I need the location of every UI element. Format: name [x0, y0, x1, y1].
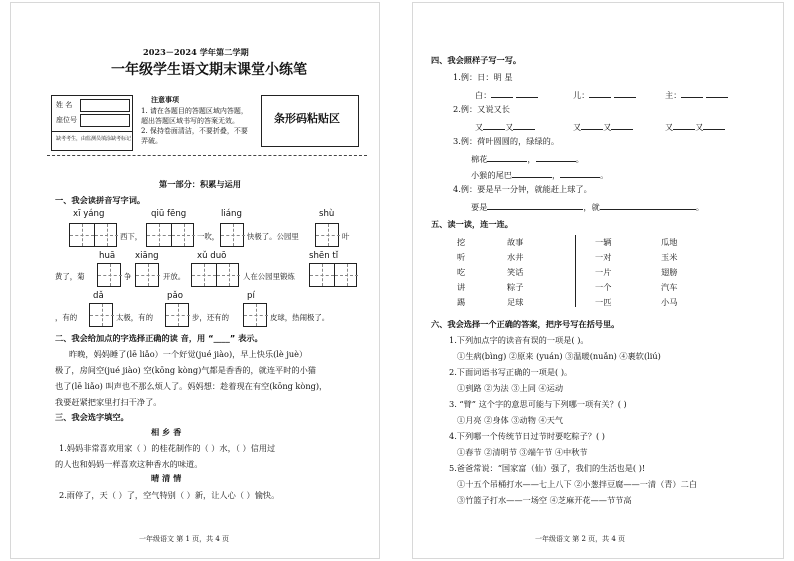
- q1-text-2b: 争: [124, 272, 132, 281]
- exam-title: 一年级学生语文期末课堂小练笔: [111, 62, 307, 78]
- q6-item-1: 1.下列加点字的读音有误的一项是( )。: [449, 335, 589, 345]
- notes-line-3: 2. 保持卷面清洁，不要折叠，不要: [141, 127, 248, 135]
- q5-col1-item[interactable]: 讲: [457, 282, 466, 292]
- q4-ex3-weiba: 小猴的尾巴 ， 。: [471, 170, 609, 180]
- q2-title: 二、我会给加点的字选择正确的读 音，用 “____” 表示。: [55, 333, 263, 343]
- q6-item-4: 4.下列哪一个传统节日过节时要吃粽子？( ): [449, 431, 605, 441]
- q5-col4-item[interactable]: 小马: [661, 297, 678, 307]
- q5-col3-item[interactable]: 一辆: [595, 237, 612, 247]
- writing-box-pi[interactable]: [243, 303, 267, 327]
- pinyin-pao: pǎo: [167, 291, 183, 301]
- q5-col2-item[interactable]: 粽子: [507, 282, 524, 292]
- q6-item-2-options[interactable]: ①到路 ②为法 ③上同 ④运动: [457, 383, 564, 393]
- pinyin-da: dǎ: [93, 291, 104, 301]
- writing-box-hua[interactable]: [97, 263, 121, 287]
- notes-title: 注意事项: [151, 95, 179, 104]
- page1-footer: 一年级语文 第 1 页，共 4 页: [139, 535, 230, 543]
- q6-item-5-options-b[interactable]: ③竹篮子打水——一场空 ④芝麻开花——节节高: [457, 495, 632, 505]
- q2-line-3: 也了(lē liǎo) 叫声也不那么烦人了。妈妈想：趁着现在有空(kōng kòng)，: [55, 381, 328, 391]
- header-separator: [47, 155, 367, 156]
- q1-text-3a: ，有的: [55, 313, 78, 322]
- q1-text-2d: 人在公园里锻炼: [243, 272, 295, 281]
- q4-ex1-zhu: 主：: [665, 88, 728, 101]
- q1-text-1d: 叶: [342, 232, 350, 241]
- q3-choices-2: 晴 清 情: [151, 473, 182, 483]
- q1-text-1c: 快极了。公园里: [247, 232, 299, 241]
- q5-col4-item[interactable]: 瓜地: [661, 237, 678, 247]
- notes-line-1: 1. 请在各题目的答题区域内答题，: [141, 107, 248, 115]
- q4-example-1: 1.例：日：明 星: [453, 72, 513, 82]
- seat-label: 座位号: [56, 116, 77, 124]
- q5-col2-item[interactable]: 笑话: [507, 267, 524, 277]
- seat-field[interactable]: [80, 114, 130, 127]
- writing-box-liang[interactable]: [220, 223, 244, 247]
- writing-box-shu[interactable]: [315, 223, 339, 247]
- writing-box-xuduo[interactable]: [191, 263, 239, 287]
- q4-ex2-b: 又 又: [573, 120, 633, 133]
- q5-title: 五、读一读，连一连。: [431, 219, 513, 229]
- q3-sentence-1b: 的人也和妈妈一样喜欢这种香水的味道。: [55, 459, 203, 469]
- q5-col2-item[interactable]: 足球: [507, 297, 524, 307]
- writing-box-pao[interactable]: [165, 303, 189, 327]
- q3-sentence-1a: 1.妈妈非常喜欢用家（ ）的桂花制作的（ ）水，（ ）信用过: [59, 443, 276, 453]
- q5-col2-item[interactable]: 故事: [507, 237, 524, 247]
- q4-ex2-c: 又 又: [665, 120, 725, 133]
- writing-box-xiyang[interactable]: [69, 223, 117, 247]
- q2-line-2: 极了，房间空(jué jiào) 空(kōng kòng)气都是香香的，就连平时的小猫: [55, 365, 316, 375]
- q4-ex1-er: 儿：: [573, 88, 636, 101]
- q3-choices-1: 相 乡 香: [151, 427, 182, 437]
- pinyin-xiang: xiāng: [135, 251, 159, 261]
- q4-ex1-bai: 白：: [475, 88, 538, 101]
- barcode-label: 条形码粘贴区: [274, 112, 340, 125]
- page2-footer: 一年级语文 第 2 页，共 4 页: [535, 535, 626, 543]
- part1-heading: 第一部分：积累与运用: [159, 179, 241, 189]
- q5-col4-item[interactable]: 玉米: [661, 252, 678, 262]
- q4-title: 四、我会照样子写一写。: [431, 55, 522, 65]
- q1-text-2c: 开放。: [163, 272, 186, 281]
- q5-col1-item[interactable]: 踢: [457, 297, 466, 307]
- q6-item-4-options[interactable]: ①春节 ②清明节 ③端午节 ④中秋节: [457, 447, 588, 457]
- q6-item-1-options[interactable]: ①生病(bìng) ②原来 (yuán) ③温暖(nuǎn) ④裹软(liú): [457, 351, 661, 361]
- q5-divider: [575, 235, 576, 307]
- pinyin-pi: pí: [247, 291, 255, 301]
- q1-text-3c: 步，还有的: [192, 313, 229, 322]
- q1-text-2a: 黄了，菊: [55, 272, 85, 281]
- q5-col3-item[interactable]: 一匹: [595, 297, 612, 307]
- q5-col1-item[interactable]: 挖: [457, 237, 466, 247]
- pinyin-shu: shù: [319, 209, 335, 219]
- q1-text-1a: 西下，: [120, 232, 143, 241]
- pinyin-qiufeng: qiū fēng: [151, 209, 187, 219]
- q6-item-3: 3. “臂” 这个字的意思可能与下列哪一项有关？( ): [449, 399, 627, 409]
- q1-title: 一、我会读拼音写字词。: [55, 195, 146, 205]
- q4-example-2: 2.例：又说又长: [453, 104, 510, 114]
- q4-ex2-a: 又 又: [475, 120, 535, 133]
- q6-item-3-options[interactable]: ①月亮 ②身体 ③动物 ④天气: [457, 415, 564, 425]
- barcode-area: [261, 95, 359, 147]
- pinyin-liang: liáng: [221, 209, 242, 219]
- q6-item-5: 5.爸爸常说：“国家富（仙）强了，我们的生活也是( )!: [449, 463, 646, 473]
- term-label: 2023－2024 学年第二学期: [143, 47, 249, 57]
- q2-line-1: 昨晚，妈妈睡了(lē liǎo）一个好觉(jué jiào)，早上快乐(lè juè）: [69, 349, 308, 359]
- exam-page-1: [10, 2, 380, 559]
- pinyin-xiyang: xī yáng: [73, 209, 105, 219]
- q5-col4-item[interactable]: 汽车: [661, 282, 678, 292]
- q6-title: 六、我会选择一个正确的答案，把序号写在括号里。: [431, 319, 620, 329]
- writing-box-da[interactable]: [89, 303, 113, 327]
- info-divider: [52, 131, 132, 132]
- q5-col3-item[interactable]: 一片: [595, 267, 612, 277]
- pinyin-hua: huā: [99, 251, 116, 261]
- q5-col2-item[interactable]: 水井: [507, 252, 524, 262]
- writing-box-qiufeng[interactable]: [146, 223, 194, 247]
- absent-note: 缺考考生，由监测员填涂缺考标记: [56, 136, 132, 142]
- q5-col4-item[interactable]: 翅膀: [661, 267, 678, 277]
- name-field[interactable]: [80, 99, 130, 112]
- exam-page-2: [412, 2, 784, 559]
- q1-text-1b: 一吹，: [197, 232, 220, 241]
- q5-col1-item[interactable]: 听: [457, 252, 466, 262]
- q4-ex4-line: 要是 ，就 。: [471, 202, 704, 212]
- name-label: 姓 名: [56, 101, 73, 109]
- q6-item-2: 2.下面词语书写正确的一项是( )。: [449, 367, 573, 377]
- q4-example-3: 3.例：荷叶圆圆的，绿绿的。: [453, 136, 560, 146]
- q1-text-3d: 皮球，热闹极了。: [270, 313, 330, 322]
- writing-box-xiang[interactable]: [135, 263, 159, 287]
- q6-item-5-options-a[interactable]: ①十五个吊桶打水——七上八下 ②小葱拌豆腐——一清（青）二白: [457, 479, 698, 489]
- q3-title: 三、我会选字填空。: [55, 412, 129, 422]
- q5-col1-item[interactable]: 吃: [457, 267, 466, 277]
- q4-ex3-mianhua: 棉花 ， 。: [471, 154, 584, 164]
- q1-text-3b: 太极，有的: [116, 313, 153, 322]
- q3-sentence-2: 2.雨停了，天（ ）了，空气特别（ ）新，让人心（ ）愉快。: [59, 490, 280, 500]
- q4-example-4: 4.例：要是早一分钟，就能赶上球了。: [453, 184, 592, 194]
- q5-col3-item[interactable]: 一对: [595, 252, 612, 262]
- notes-line-4: 弄破。: [141, 137, 162, 145]
- notes-line-2: 超出答题区域书写的答案无效。: [141, 117, 239, 125]
- writing-box-shenti[interactable]: [309, 263, 357, 287]
- q5-col3-item[interactable]: 一个: [595, 282, 612, 292]
- q2-line-4: 我要赶紧把家里打扫干净了。: [55, 397, 162, 407]
- student-info-box: [51, 95, 133, 151]
- pinyin-xuduo: xǔ duō: [197, 251, 227, 261]
- pinyin-shenti: shēn tǐ: [309, 251, 339, 261]
